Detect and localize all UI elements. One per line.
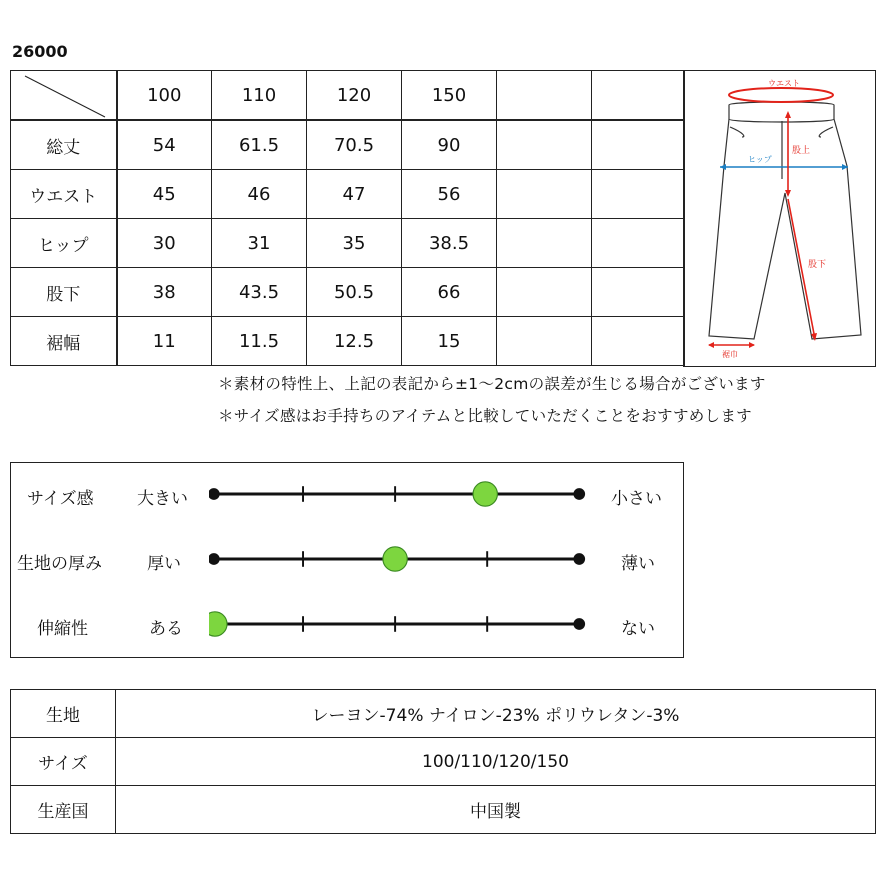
- table-cell: [497, 170, 592, 219]
- scale-label: サイズ感: [27, 489, 94, 509]
- note-tolerance: ＊素材の特性上、上記の表記から±1〜2cmの誤差が生じる場合がございます: [218, 375, 766, 393]
- scale-left-label: 大きい: [137, 489, 188, 509]
- scale-label: 伸縮性: [37, 619, 88, 639]
- table-cell: [497, 268, 592, 317]
- info-value: レーヨン-74% ナイロン-23% ポリウレタン-3%: [116, 690, 876, 738]
- table-cell: 11.5: [212, 317, 307, 366]
- row-label: 股下: [11, 268, 117, 317]
- table-row: [11, 738, 876, 786]
- table-cell: 90: [402, 120, 497, 170]
- info-value: 100/110/120/150: [116, 738, 876, 786]
- scale-endpoint-right: [573, 618, 585, 630]
- table-cell: [592, 120, 685, 170]
- row-label: ヒップ: [11, 219, 117, 268]
- hip-label: ヒップ: [748, 155, 772, 164]
- row-label: ウエスト: [11, 170, 117, 219]
- hip-arrowhead-left-icon: [720, 164, 726, 170]
- waist-label: ウエスト: [768, 79, 800, 88]
- table-row: [11, 268, 685, 317]
- size-header: [497, 71, 592, 121]
- scale-track: [209, 474, 589, 514]
- scale-row-stretch: [11, 604, 683, 644]
- size-header: 150: [402, 71, 497, 121]
- table-cell: [497, 219, 592, 268]
- table-cell: 38.5: [402, 219, 497, 268]
- table-cell: 47: [307, 170, 402, 219]
- table-cell: 11: [117, 317, 212, 366]
- table-cell: [592, 170, 685, 219]
- scale-left-label: ある: [149, 619, 183, 639]
- table-cell: 66: [402, 268, 497, 317]
- table-cell: 70.5: [307, 120, 402, 170]
- size-header: [592, 71, 685, 121]
- scale-right-label: 小さい: [611, 489, 662, 509]
- table-row: [11, 690, 876, 738]
- table-cell: 61.5: [212, 120, 307, 170]
- scale-endpoint-right: [573, 488, 585, 500]
- table-cell: [497, 317, 592, 366]
- scale-endpoint-left: [209, 488, 220, 500]
- table-cell: 45: [117, 170, 212, 219]
- scale-right-label: 薄い: [621, 554, 655, 574]
- rise-arrowhead-top-icon: [785, 111, 791, 118]
- table-row: [11, 170, 685, 219]
- table-cell: [592, 219, 685, 268]
- diagonal-line: [11, 71, 117, 119]
- info-table: [10, 689, 876, 834]
- size-header: 120: [307, 71, 402, 121]
- info-label: サイズ: [11, 738, 116, 786]
- fit-scale-panel: [10, 462, 684, 658]
- scale-row-size: [11, 474, 683, 514]
- size-table: [10, 70, 685, 366]
- size-header: 110: [212, 71, 307, 121]
- hem-label: 裾巾: [722, 350, 738, 359]
- size-header: 100: [117, 71, 212, 121]
- table-cell: [592, 268, 685, 317]
- table-cell: 35: [307, 219, 402, 268]
- info-label: 生地: [11, 690, 116, 738]
- row-label: 総丈: [11, 120, 117, 170]
- product-code: 26000: [12, 42, 68, 61]
- size-header-row: [11, 71, 685, 121]
- info-value: 中国製: [116, 786, 876, 834]
- table-row: [11, 317, 685, 366]
- table-cell: 38: [117, 268, 212, 317]
- pants-illustration: [684, 71, 875, 366]
- table-cell: [592, 317, 685, 366]
- scale-marker: [383, 547, 407, 571]
- rise-label: 股上: [792, 146, 811, 156]
- info-label: 生産国: [11, 786, 116, 834]
- scale-label: 生地の厚み: [17, 554, 102, 574]
- row-label: 裾幅: [11, 317, 117, 366]
- scale-endpoint-left: [209, 553, 220, 565]
- table-cell: 30: [117, 219, 212, 268]
- table-cell: 54: [117, 120, 212, 170]
- scale-row-thickness: [11, 539, 683, 579]
- table-cell: 43.5: [212, 268, 307, 317]
- table-cell: 31: [212, 219, 307, 268]
- scale-track: [209, 604, 589, 644]
- table-cell: 15: [402, 317, 497, 366]
- pants-diagram: [683, 70, 876, 367]
- scale-track: [209, 539, 589, 579]
- scale-left-label: 厚い: [147, 554, 181, 574]
- hem-arrowhead-left-icon: [708, 342, 714, 348]
- waist-arrow: [729, 88, 833, 102]
- hem-arrowhead-right-icon: [749, 342, 755, 348]
- corner-cell: [11, 71, 117, 121]
- table-cell: 46: [212, 170, 307, 219]
- table-cell: 56: [402, 170, 497, 219]
- table-row: [11, 219, 685, 268]
- scale-right-label: ない: [621, 619, 655, 639]
- scale-marker: [209, 612, 227, 636]
- scale-marker: [473, 482, 497, 506]
- table-row: [11, 120, 685, 170]
- table-cell: 50.5: [307, 268, 402, 317]
- note-compare: ＊サイズ感はお手持ちのアイテムと比較していただくことをおすすめします: [218, 407, 752, 425]
- scale-endpoint-right: [573, 553, 585, 565]
- table-cell: 12.5: [307, 317, 402, 366]
- table-row: [11, 786, 876, 834]
- table-cell: [497, 120, 592, 170]
- inseam-label: 股下: [808, 260, 827, 270]
